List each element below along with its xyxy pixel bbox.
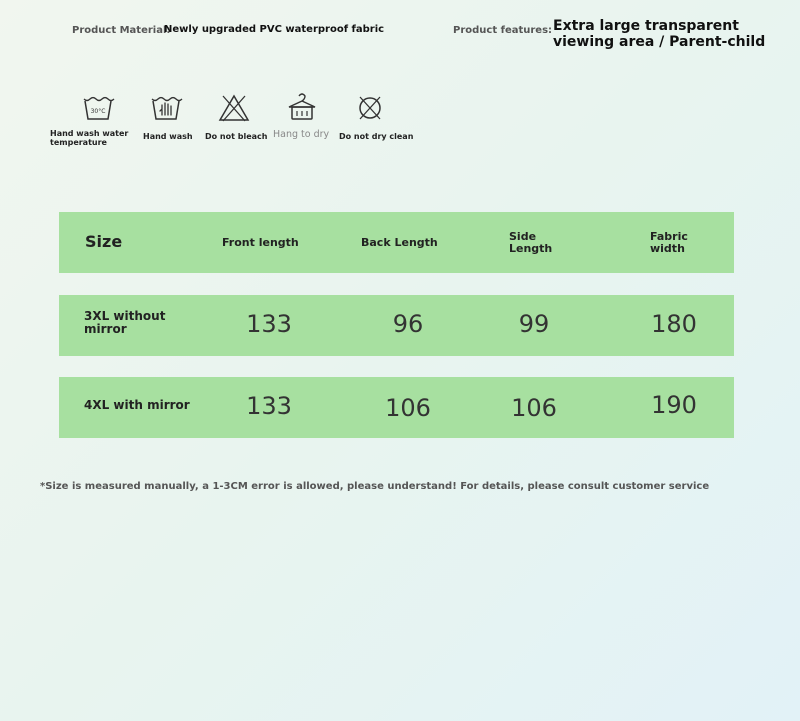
care-label-hand-wash-temperature: Hand wash water temperature xyxy=(50,129,129,147)
row-size-name: 3XL without mirror xyxy=(84,309,166,336)
header-side-length: Side Length xyxy=(509,230,553,255)
row-back-length: 96 xyxy=(392,310,424,338)
no-dry-clean-icon xyxy=(350,92,390,124)
header-fabric-width: Fabric width xyxy=(650,230,688,255)
care-label-hang-dry: Hang to dry xyxy=(273,129,330,140)
temp-label: 30°C xyxy=(90,108,106,115)
care-label-hand-wash: Hand wash xyxy=(143,132,193,141)
hand-wash-temperature-icon xyxy=(78,92,118,124)
care-label-no-bleach: Do not bleach xyxy=(205,132,268,141)
header-front-length: Front length xyxy=(222,236,299,249)
row-side-length: 106 xyxy=(511,394,557,422)
header-size: Size xyxy=(85,232,123,251)
row-front-length: 133 xyxy=(246,310,292,338)
row-fabric-width: 190 xyxy=(651,391,697,419)
row-front-length: 133 xyxy=(246,392,292,420)
material-label: Product Material: xyxy=(72,25,171,36)
table-row xyxy=(59,377,734,438)
table-header xyxy=(59,212,734,273)
material-value: Newly upgraded PVC waterproof fabric xyxy=(164,24,385,35)
hand-wash-icon xyxy=(146,92,186,124)
care-label-no-dry-clean: Do not dry clean xyxy=(339,132,414,141)
row-back-length: 106 xyxy=(385,394,431,422)
size-note: *Size is measured manually, a 1-3CM error is allowed, please understand! For details, please consult customer service xyxy=(40,481,710,492)
table-row xyxy=(59,295,734,356)
row-size-name: 4XL with mirror xyxy=(84,398,190,412)
hang-dry-icon xyxy=(282,90,322,122)
header-back-length: Back Length xyxy=(361,236,438,249)
no-bleach-icon xyxy=(214,92,254,124)
row-fabric-width: 180 xyxy=(651,310,697,338)
features-label: Product features: xyxy=(453,25,553,36)
row-side-length: 99 xyxy=(518,310,550,338)
features-value: Extra large transparent viewing area / Parent-child xyxy=(553,18,766,50)
